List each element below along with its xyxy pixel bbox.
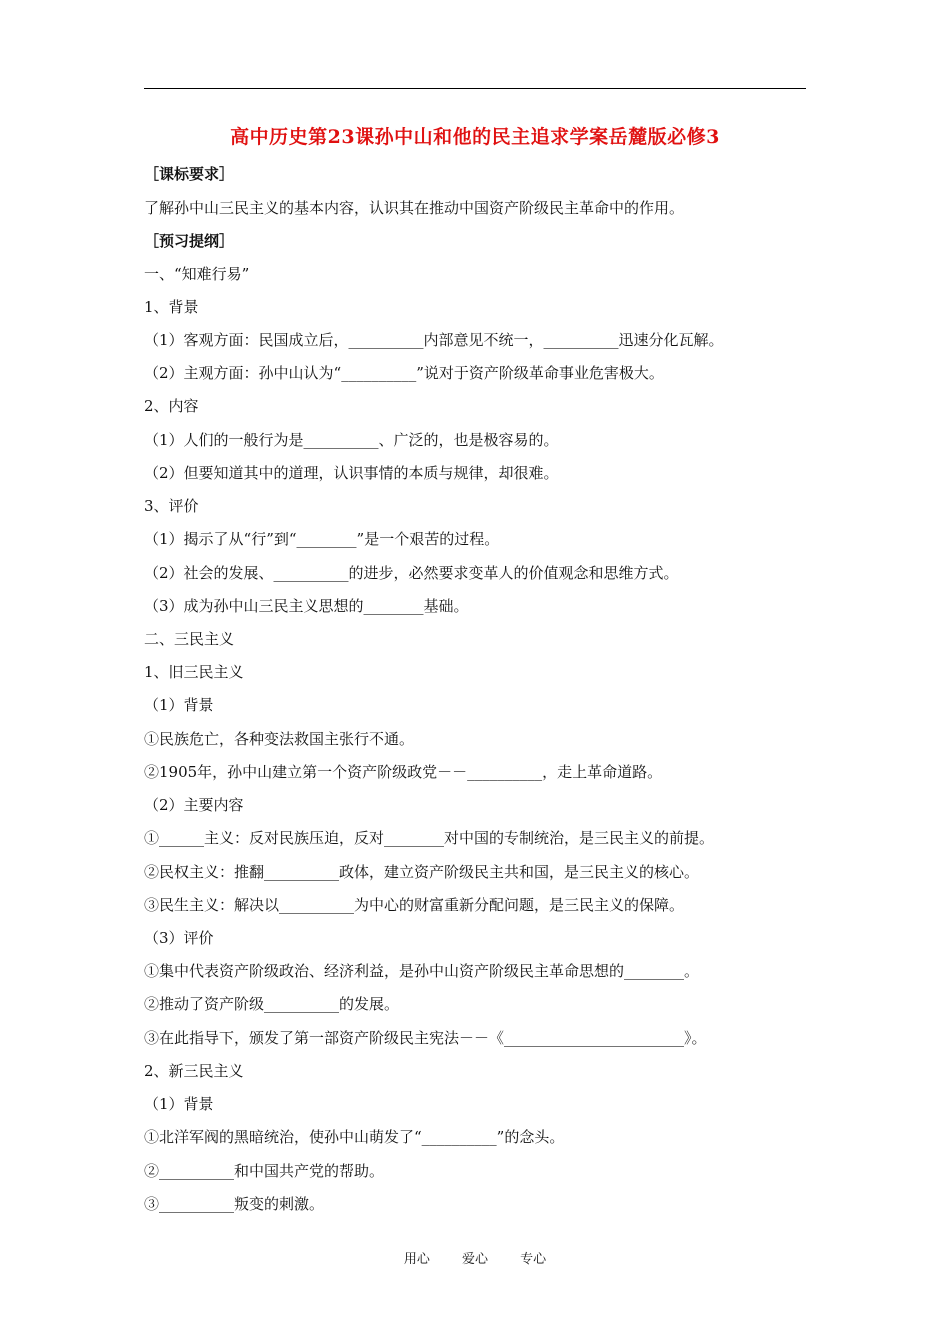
- text-line: ①北洋军阀的黑暗统治，使孙中山萌发了“__________”的念头。: [144, 1128, 565, 1146]
- text-line: ①______主义：反对民族压迫，反对________对中国的专制统治，是三民主义的前提。: [144, 829, 715, 847]
- text-line: （3）评价: [144, 929, 214, 947]
- section-heading-requirements: ［课标要求］: [144, 165, 235, 183]
- text-line: （2）社会的发展、__________的进步，必然要求变革人的价值观念和思维方式。: [144, 564, 679, 582]
- header-rule: [144, 88, 806, 89]
- text-line: 3、评价: [144, 497, 199, 515]
- page-footer: [0, 1248, 950, 1267]
- text-line: （3）成为孙中山三民主义思想的________基础。: [144, 597, 469, 615]
- footer-item: 爱心: [461, 1252, 488, 1267]
- text-line: （1）揭示了从“行”到“________”是一个艰苦的过程。: [144, 530, 500, 548]
- text-line: 2、内容: [144, 397, 199, 415]
- text-line: 2、新三民主义: [144, 1062, 244, 1080]
- text-line: ③在此指导下，颁发了第一部资产阶级民主宪法－－《________________________》。: [144, 1029, 707, 1047]
- text-line: （2）主观方面：孙中山认为“__________”说对于资产阶级革命事业危害极大。: [144, 364, 664, 382]
- section-heading-outline: ［预习提纲］: [144, 232, 235, 250]
- text-line: ②__________和中国共产党的帮助。: [144, 1162, 385, 1180]
- text-line: ③__________叛变的刺激。: [144, 1195, 325, 1213]
- footer-item: 专心: [520, 1252, 547, 1267]
- text-line: 二、三民主义: [144, 630, 235, 648]
- text-line: ②民权主义：推翻__________政体，建立资产阶级民主共和国，是三民主义的核心。: [144, 863, 700, 881]
- text-line: 了解孙中山三民主义的基本内容，认识其在推动中国资产阶级民主革命中的作用。: [144, 199, 685, 217]
- document-title: 高中历史第23课孙中山和他的民主追求学案岳麓版必修3: [230, 126, 720, 148]
- text-line: （1）客观方面：民国成立后，__________内部意见不统一，__________迅速分化瓦解。: [144, 331, 724, 349]
- text-line: 一、“知难行易”: [144, 265, 250, 283]
- text-line: （2）主要内容: [144, 796, 244, 814]
- text-line: （1）人们的一般行为是__________、广泛的，也是极容易的。: [144, 431, 559, 449]
- text-line: （2）但要知道其中的道理，认识事情的本质与规律，却很难。: [144, 464, 559, 482]
- text-line: （1）背景: [144, 1095, 214, 1113]
- text-line: ②推动了资产阶级__________的发展。: [144, 995, 400, 1013]
- text-line: 1、旧三民主义: [144, 663, 244, 681]
- text-line: 1、背景: [144, 298, 199, 316]
- text-line: （1）背景: [144, 696, 214, 714]
- text-line: ①民族危亡，各种变法救国主张行不通。: [144, 730, 415, 748]
- footer-item: 用心: [403, 1252, 430, 1267]
- text-line: ①集中代表资产阶级政治、经济利益，是孙中山资产阶级民主革命思想的________。: [144, 962, 700, 980]
- text-line: ②1905年，孙中山建立第一个资产阶级政党－－__________，走上革命道路。: [144, 763, 663, 781]
- text-line: ③民生主义：解决以__________为中心的财富重新分配问题，是三民主义的保障。: [144, 896, 685, 914]
